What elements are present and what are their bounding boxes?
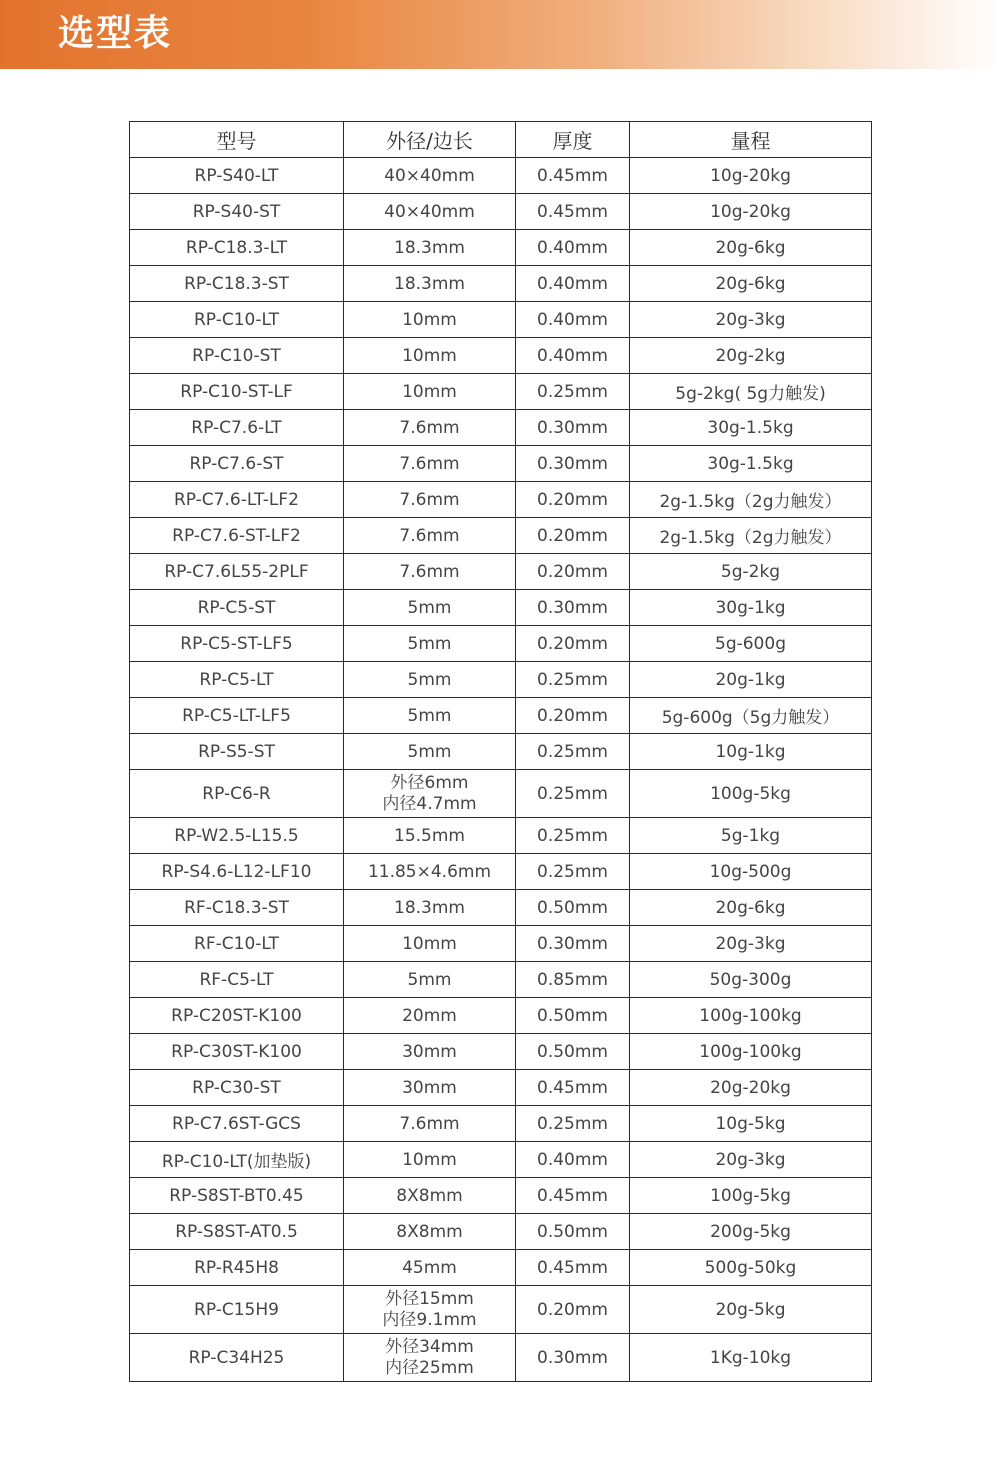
cell-size: 18.3mm [344, 890, 516, 926]
cell-size-outer: 外径15mm [385, 1288, 474, 1309]
cell-size: 7.6mm [344, 482, 516, 518]
cell-thickness: 0.25mm [516, 854, 630, 890]
cell-thickness: 0.40mm [516, 1142, 630, 1178]
table-row [130, 266, 872, 302]
cell-range: 100g-5kg [630, 1178, 872, 1214]
cell-model: RP-C7.6-LT-LF2 [130, 482, 344, 518]
cell-size: 20mm [344, 998, 516, 1034]
cell-thickness: 0.20mm [516, 482, 630, 518]
cell-size: 45mm [344, 1250, 516, 1286]
cell-model: RP-C15H9 [130, 1286, 344, 1334]
page-title: 选型表 [58, 13, 173, 54]
cell-thickness: 0.50mm [516, 890, 630, 926]
table-row [130, 230, 872, 266]
cell-model: RP-C20ST-K100 [130, 998, 344, 1034]
cell-thickness: 0.20mm [516, 518, 630, 554]
table-row [130, 662, 872, 698]
cell-model: RP-C7.6-LT [130, 410, 344, 446]
cell-model: RP-C18.3-LT [130, 230, 344, 266]
table-row [130, 302, 872, 338]
table-row [130, 770, 872, 818]
table-row [130, 854, 872, 890]
table-row [130, 1142, 872, 1178]
cell-range: 100g-100kg [630, 1034, 872, 1070]
cell-range: 20g-3kg [630, 926, 872, 962]
cell-size: 10mm [344, 374, 516, 410]
cell-size: 5mm [344, 626, 516, 662]
cell-model: RP-R45H8 [130, 1250, 344, 1286]
cell-thickness: 0.30mm [516, 590, 630, 626]
cell-range: 20g-20kg [630, 1070, 872, 1106]
cell-thickness: 0.25mm [516, 1106, 630, 1142]
cell-size: 7.6mm [344, 1106, 516, 1142]
cell-model: RP-C34H25 [130, 1334, 344, 1382]
cell-range: 5g-600g（5g力触发） [630, 698, 872, 734]
cell-model: RP-C5-ST-LF5 [130, 626, 344, 662]
cell-model: RP-C7.6L55-2PLF [130, 554, 344, 590]
table-row [130, 158, 872, 194]
cell-range: 30g-1.5kg [630, 446, 872, 482]
cell-size: 5mm [344, 662, 516, 698]
cell-thickness: 0.30mm [516, 1334, 630, 1382]
cell-thickness: 0.45mm [516, 1070, 630, 1106]
table-row [130, 338, 872, 374]
table-row [130, 1070, 872, 1106]
table-row [130, 518, 872, 554]
cell-size: 40×40mm [344, 194, 516, 230]
cell-thickness: 0.45mm [516, 1178, 630, 1214]
table-row [130, 698, 872, 734]
cell-size: 11.85×4.6mm [344, 854, 516, 890]
table-row [130, 926, 872, 962]
cell-thickness: 0.50mm [516, 1214, 630, 1250]
cell-model: RP-S8ST-AT0.5 [130, 1214, 344, 1250]
cell-size-inner: 内径9.1mm [382, 1309, 477, 1330]
cell-size: 5mm [344, 962, 516, 998]
header-thickness: 厚度 [516, 122, 630, 158]
table-row [130, 374, 872, 410]
cell-thickness: 0.45mm [516, 194, 630, 230]
cell-model: RP-C10-LT [130, 302, 344, 338]
cell-thickness: 0.50mm [516, 1034, 630, 1070]
cell-thickness: 0.20mm [516, 554, 630, 590]
table-row [130, 554, 872, 590]
cell-model: RP-C5-ST [130, 590, 344, 626]
cell-range: 20g-5kg [630, 1286, 872, 1334]
cell-thickness: 0.25mm [516, 734, 630, 770]
header-model: 型号 [130, 122, 344, 158]
cell-size: 7.6mm [344, 410, 516, 446]
cell-size: 10mm [344, 302, 516, 338]
table-row [130, 410, 872, 446]
cell-thickness: 0.30mm [516, 410, 630, 446]
cell-model: RP-S8ST-BT0.45 [130, 1178, 344, 1214]
cell-range: 5g-2kg( 5g力触发) [630, 374, 872, 410]
cell-model: RP-C5-LT [130, 662, 344, 698]
cell-size: 8X8mm [344, 1178, 516, 1214]
cell-size: 7.6mm [344, 446, 516, 482]
cell-thickness: 0.45mm [516, 158, 630, 194]
cell-range: 5g-600g [630, 626, 872, 662]
cell-range: 100g-100kg [630, 998, 872, 1034]
cell-model: RP-W2.5-L15.5 [130, 818, 344, 854]
table-row [130, 1106, 872, 1142]
cell-size: 7.6mm [344, 554, 516, 590]
table-row [130, 734, 872, 770]
cell-model: RF-C10-LT [130, 926, 344, 962]
cell-size: 18.3mm [344, 230, 516, 266]
cell-thickness: 0.25mm [516, 374, 630, 410]
cell-model: RP-C5-LT-LF5 [130, 698, 344, 734]
table-row [130, 818, 872, 854]
cell-size: 18.3mm [344, 266, 516, 302]
cell-range: 20g-1kg [630, 662, 872, 698]
cell-range: 5g-2kg [630, 554, 872, 590]
cell-thickness: 0.25mm [516, 662, 630, 698]
table-row [130, 446, 872, 482]
cell-range: 10g-20kg [630, 194, 872, 230]
cell-model: RP-C7.6ST-GCS [130, 1106, 344, 1142]
table-row [130, 1286, 872, 1334]
cell-size-outer: 外径34mm [385, 1336, 474, 1357]
table-row [130, 1250, 872, 1286]
header-range: 量程 [630, 122, 872, 158]
cell-range: 5g-1kg [630, 818, 872, 854]
table-row [130, 1214, 872, 1250]
cell-size-outer: 外径6mm [390, 772, 469, 793]
cell-range: 20g-6kg [630, 266, 872, 302]
cell-model: RF-C18.3-ST [130, 890, 344, 926]
cell-model: RP-C6-R [130, 770, 344, 818]
cell-range: 30g-1kg [630, 590, 872, 626]
cell-thickness: 0.20mm [516, 698, 630, 734]
cell-range: 200g-5kg [630, 1214, 872, 1250]
cell-size: 30mm [344, 1034, 516, 1070]
cell-range: 20g-6kg [630, 890, 872, 926]
selection-table [129, 121, 872, 1382]
cell-thickness: 0.40mm [516, 230, 630, 266]
cell-model: RP-S40-LT [130, 158, 344, 194]
table-body [130, 158, 872, 1382]
table-header-row [130, 122, 872, 158]
cell-model: RP-S40-ST [130, 194, 344, 230]
cell-range: 10g-20kg [630, 158, 872, 194]
cell-size [344, 1334, 516, 1382]
cell-thickness: 0.30mm [516, 446, 630, 482]
table-row [130, 1178, 872, 1214]
cell-range: 500g-50kg [630, 1250, 872, 1286]
cell-size: 15.5mm [344, 818, 516, 854]
cell-size-inner: 内径25mm [385, 1357, 474, 1378]
cell-range: 2g-1.5kg（2g力触发） [630, 482, 872, 518]
cell-thickness: 0.40mm [516, 338, 630, 374]
table-row [130, 998, 872, 1034]
table-row [130, 590, 872, 626]
cell-model: RP-C30ST-K100 [130, 1034, 344, 1070]
cell-thickness: 0.45mm [516, 1250, 630, 1286]
cell-range: 100g-5kg [630, 770, 872, 818]
cell-size: 5mm [344, 734, 516, 770]
cell-thickness: 0.30mm [516, 926, 630, 962]
cell-size: 10mm [344, 926, 516, 962]
table-row [130, 962, 872, 998]
cell-size [344, 1286, 516, 1334]
cell-thickness: 0.20mm [516, 1286, 630, 1334]
table-row [130, 890, 872, 926]
header-size: 外径/边长 [344, 122, 516, 158]
table-row [130, 1034, 872, 1070]
table-row [130, 1334, 872, 1382]
cell-model: RP-S5-ST [130, 734, 344, 770]
cell-thickness: 0.40mm [516, 302, 630, 338]
cell-thickness: 0.25mm [516, 770, 630, 818]
cell-model: RP-C18.3-ST [130, 266, 344, 302]
cell-range: 20g-2kg [630, 338, 872, 374]
cell-model: RP-C7.6-ST-LF2 [130, 518, 344, 554]
cell-thickness: 0.25mm [516, 818, 630, 854]
cell-thickness: 0.40mm [516, 266, 630, 302]
cell-size-inner: 内径4.7mm [382, 793, 477, 814]
cell-size [344, 770, 516, 818]
cell-model: RP-C10-ST [130, 338, 344, 374]
cell-size: 5mm [344, 590, 516, 626]
cell-range: 10g-5kg [630, 1106, 872, 1142]
cell-model: RP-S4.6-L12-LF10 [130, 854, 344, 890]
cell-range: 2g-1.5kg（2g力触发） [630, 518, 872, 554]
cell-range: 20g-3kg [630, 302, 872, 338]
cell-size: 40×40mm [344, 158, 516, 194]
header-banner [0, 0, 1000, 69]
table-row [130, 626, 872, 662]
table-row [130, 482, 872, 518]
cell-model: RF-C5-LT [130, 962, 344, 998]
cell-model: RP-C10-LT(加垫版) [130, 1142, 344, 1178]
cell-size: 30mm [344, 1070, 516, 1106]
table-row [130, 194, 872, 230]
cell-range: 20g-6kg [630, 230, 872, 266]
cell-thickness: 0.85mm [516, 962, 630, 998]
cell-range: 10g-1kg [630, 734, 872, 770]
cell-model: RP-C30-ST [130, 1070, 344, 1106]
cell-range: 1Kg-10kg [630, 1334, 872, 1382]
cell-thickness: 0.50mm [516, 998, 630, 1034]
cell-size: 10mm [344, 338, 516, 374]
cell-thickness: 0.20mm [516, 626, 630, 662]
cell-size: 7.6mm [344, 518, 516, 554]
cell-size: 5mm [344, 698, 516, 734]
cell-range: 30g-1.5kg [630, 410, 872, 446]
cell-range: 10g-500g [630, 854, 872, 890]
cell-model: RP-C7.6-ST [130, 446, 344, 482]
cell-size: 8X8mm [344, 1214, 516, 1250]
cell-range: 50g-300g [630, 962, 872, 998]
cell-size: 10mm [344, 1142, 516, 1178]
cell-model: RP-C10-ST-LF [130, 374, 344, 410]
cell-range: 20g-3kg [630, 1142, 872, 1178]
